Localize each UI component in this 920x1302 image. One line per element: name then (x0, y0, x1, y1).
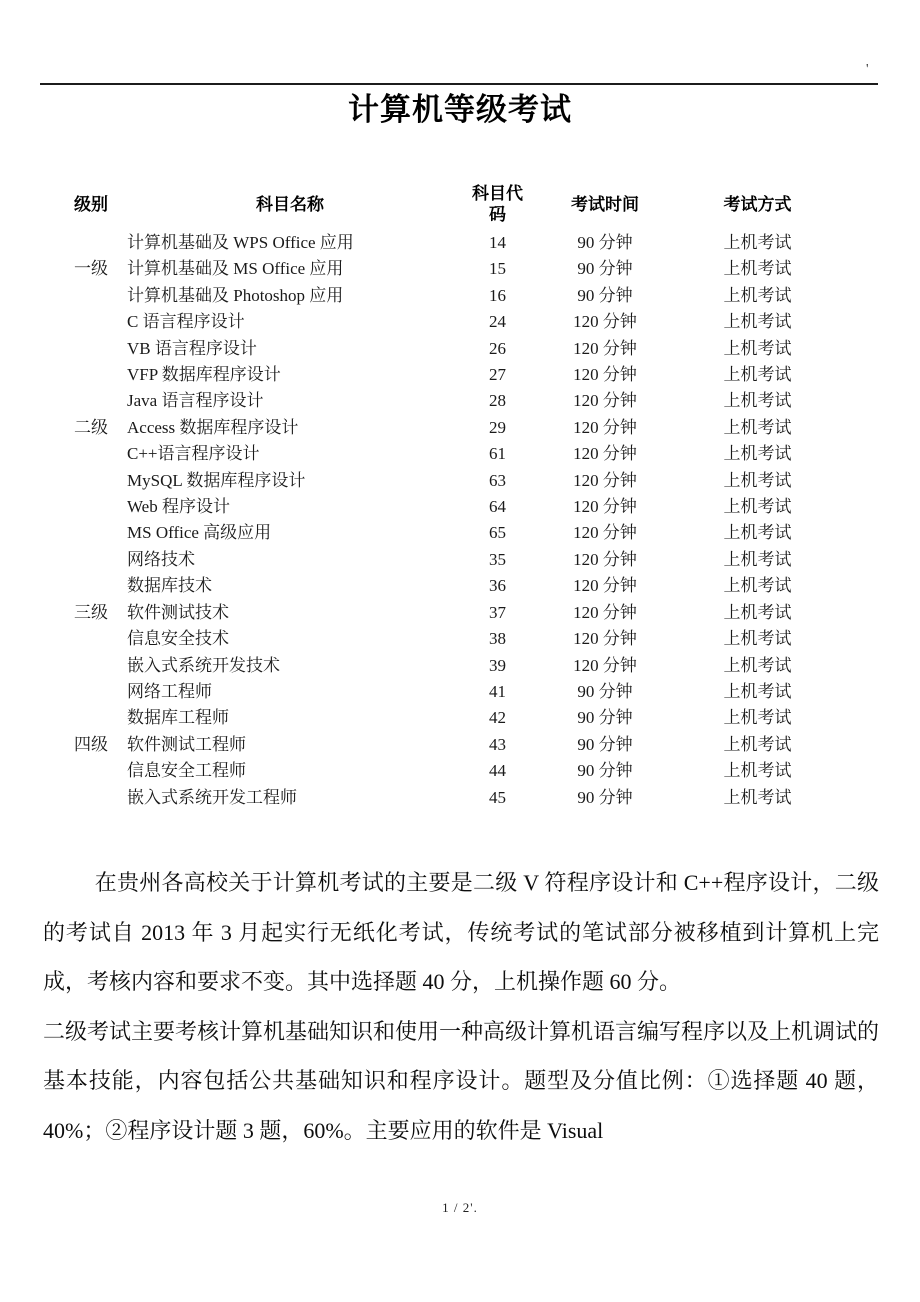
method-cell: 上机考试 (723, 233, 792, 252)
table-header-row (57, 178, 845, 230)
table-row (57, 679, 845, 705)
time-cell: 90 分钟 (577, 681, 633, 701)
subject-cell: 软件测试技术 (127, 602, 229, 622)
method-cell: 上机考试 (723, 417, 792, 437)
column-header (57, 178, 125, 230)
time-cell: 120 分钟 (573, 523, 637, 543)
subject-cell: 软件测试工程师 (127, 734, 246, 754)
column-header (540, 178, 670, 230)
method-cell: 上机考试 (723, 576, 792, 596)
paragraph: 二级考试主要考核计算机基础知识和使用一种高级计算机语言编写程序以及上机调试的基本技能，内容包括公共基础知识和程序设计。题型及分值比例：①选择题 40 题，40%；②程序设计题 3 题，60%。主要应用的软件是 Visual (43, 1018, 880, 1143)
subject-cell: 嵌入式系统开发工程师 (127, 787, 297, 807)
column-header (455, 178, 540, 230)
table-row (57, 573, 845, 599)
method-cell: 上机考试 (723, 629, 792, 649)
code-cell: 64 (489, 497, 506, 517)
method-cell: 上机考试 (723, 470, 792, 490)
method-cell: 上机考试 (723, 523, 792, 543)
level-cell: 四级 (74, 734, 108, 754)
code-cell: 24 (489, 312, 506, 332)
time-cell: 120 分钟 (573, 417, 637, 437)
code-cell: 39 (489, 655, 506, 675)
subject-cell: 信息安全技术 (127, 629, 229, 649)
time-cell: 90 分钟 (577, 285, 633, 305)
code-cell: 16 (489, 285, 506, 305)
table-row (57, 732, 845, 758)
time-cell: 120 分钟 (573, 470, 637, 490)
column-header-label: 考试方式 (723, 194, 792, 214)
code-cell: 26 (489, 338, 506, 358)
column-header-label: 科目名称 (256, 194, 324, 214)
code-cell: 63 (489, 470, 506, 490)
method-cell: 上机考试 (723, 312, 792, 332)
top-right-mark: ' (866, 62, 869, 77)
method-cell: 上机考试 (723, 549, 792, 569)
table-row (57, 626, 845, 652)
time-cell: 90 分钟 (577, 259, 633, 279)
subject-cell: 计算机基础及 MS Office 应用 (127, 259, 344, 279)
table-row (57, 283, 845, 309)
page-number: 1 / 2'. (442, 1200, 478, 1215)
time-cell: 90 分钟 (577, 734, 633, 754)
subject-cell: Web 程序设计 (127, 497, 230, 517)
time-cell: 120 分钟 (573, 365, 637, 385)
exam-subjects-table (57, 178, 845, 811)
page-title: 计算机等级考试 (348, 92, 572, 127)
time-cell: 120 分钟 (573, 444, 637, 464)
method-cell: 上机考试 (723, 497, 792, 517)
code-cell: 43 (489, 734, 506, 754)
time-cell: 90 分钟 (577, 761, 633, 781)
subject-cell: 数据库工程师 (127, 708, 229, 728)
method-cell: 上机考试 (723, 708, 792, 728)
method-cell: 上机考试 (723, 787, 792, 807)
table-row (57, 415, 845, 441)
column-header (125, 178, 455, 230)
subject-cell: C 语言程序设计 (127, 312, 245, 332)
code-cell: 61 (489, 444, 506, 464)
subject-cell: Access 数据库程序设计 (127, 417, 299, 437)
code-cell: 29 (489, 417, 506, 437)
time-cell: 120 分钟 (573, 338, 637, 358)
subject-cell: 嵌入式系统开发技术 (127, 655, 280, 675)
time-cell: 90 分钟 (577, 787, 633, 807)
time-cell: 90 分钟 (577, 708, 633, 728)
time-cell: 120 分钟 (573, 629, 637, 649)
code-cell: 44 (489, 761, 506, 781)
subject-cell: 计算机基础及 Photoshop 应用 (127, 285, 344, 305)
method-cell: 上机考试 (723, 761, 792, 781)
column-header-label: 科目代码 (471, 184, 523, 224)
subject-cell: C++语言程序设计 (127, 444, 260, 464)
code-cell: 65 (489, 523, 506, 543)
method-cell: 上机考试 (723, 681, 792, 701)
table-row (57, 388, 845, 414)
time-cell: 90 分钟 (577, 233, 633, 252)
time-cell: 120 分钟 (573, 312, 637, 332)
method-cell: 上机考试 (723, 285, 792, 305)
subject-cell: MS Office 高级应用 (127, 523, 272, 543)
code-cell: 15 (489, 259, 506, 279)
table-row (57, 468, 845, 494)
table-row (57, 256, 845, 282)
subject-cell: 网络技术 (127, 549, 195, 569)
time-cell: 120 分钟 (573, 602, 637, 622)
table-row (57, 547, 845, 573)
subject-cell: 信息安全工程师 (127, 761, 246, 781)
method-cell: 上机考试 (723, 365, 792, 385)
code-cell: 27 (489, 365, 506, 385)
subject-cell: MySQL 数据库程序设计 (127, 470, 306, 490)
method-cell: 上机考试 (723, 734, 792, 754)
method-cell: 上机考试 (723, 655, 792, 675)
method-cell: 上机考试 (723, 259, 792, 279)
time-cell: 120 分钟 (573, 549, 637, 569)
code-cell: 42 (489, 708, 506, 728)
time-cell: 120 分钟 (573, 497, 637, 517)
time-cell: 120 分钟 (573, 391, 637, 411)
level-cell: 二级 (74, 417, 108, 437)
table-row (57, 441, 845, 467)
column-header (670, 178, 845, 230)
table-row (57, 336, 845, 362)
code-cell: 37 (489, 602, 506, 622)
method-cell: 上机考试 (723, 338, 792, 358)
table-row (57, 705, 845, 731)
subject-cell: 数据库技术 (127, 576, 212, 596)
time-cell: 120 分钟 (573, 576, 637, 596)
column-header-label: 考试时间 (571, 194, 639, 214)
code-cell: 45 (489, 787, 506, 807)
level-cell: 三级 (74, 602, 108, 622)
time-cell: 120 分钟 (573, 655, 637, 675)
table-row (57, 600, 845, 626)
code-cell: 36 (489, 576, 506, 596)
subject-cell: 计算机基础及 WPS Office 应用 (127, 233, 354, 252)
subject-cell: Java 语言程序设计 (127, 391, 264, 411)
table-row (57, 230, 845, 256)
code-cell: 41 (489, 681, 506, 701)
paragraph: 在贵州各高校关于计算机考试的主要是二级 V 符程序设计和 C++程序设计，二级的考试自 2013 年 3 月起实行无纸化考试，传统考试的笔试部分被移植到计算机上完成，考核内容和要求不变。其中选择题 40 分，上机操作题 60 分。 (43, 870, 879, 994)
method-cell: 上机考试 (723, 444, 792, 464)
subject-cell: VB 语言程序设计 (127, 338, 257, 358)
body-text (43, 858, 879, 1155)
table-row (57, 758, 845, 784)
method-cell: 上机考试 (723, 391, 792, 411)
code-cell: 28 (489, 391, 506, 411)
level-cell: 一级 (74, 259, 108, 279)
method-cell: 上机考试 (723, 602, 792, 622)
code-cell: 35 (489, 549, 506, 569)
code-cell: 14 (489, 233, 506, 252)
column-header-label: 级别 (74, 194, 108, 214)
subject-cell: VFP 数据库程序设计 (127, 365, 281, 385)
table-row (57, 520, 845, 546)
table-row (57, 785, 845, 811)
table-row (57, 362, 845, 388)
subject-cell: 网络工程师 (127, 681, 212, 701)
code-cell: 38 (489, 629, 506, 649)
table-row (57, 309, 845, 335)
table-row (57, 494, 845, 520)
table-row (57, 653, 845, 679)
